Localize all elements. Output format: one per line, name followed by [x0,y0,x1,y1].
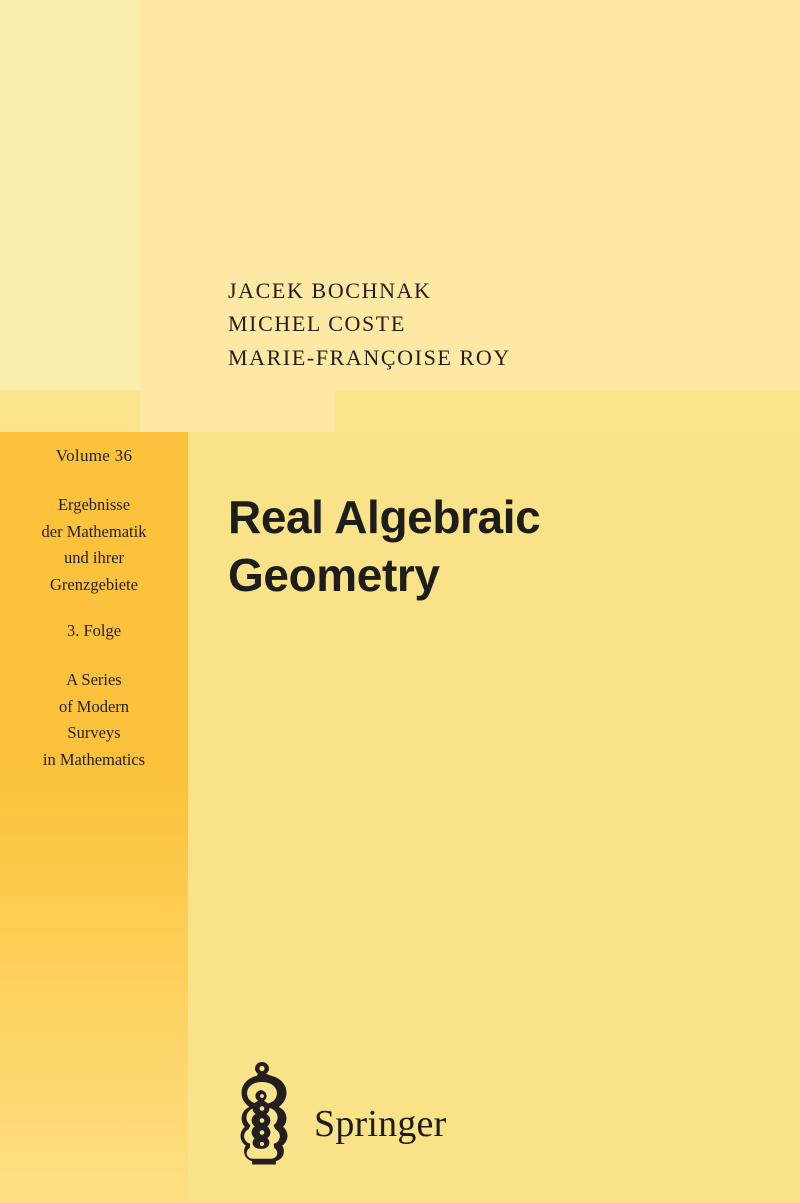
title-line-2: Geometry [228,549,440,602]
sidebar-band-gradient [0,770,188,1203]
springer-knight-icon [222,1060,302,1165]
author-name-2: MICHEL COSTE [228,311,406,337]
series-sidebar [0,432,188,774]
author-list [228,274,748,374]
series-folge: 3. Folge [66,620,122,640]
title-line-1: Real Algebraic [228,491,541,543]
publisher-name: Springer [314,1103,447,1145]
volume-number: Volume 36 [55,446,133,465]
background-block-top-left [0,0,140,390]
series-title: Ergebnisse der Mathematik und ihrer Grenzgebiete [41,495,147,595]
background-block-notch [140,390,335,432]
series-subtitle: A Series of Modern Surveys in Mathematics [42,669,146,770]
page-title [228,488,768,605]
author-name-3: MARIE-FRANÇOISE ROY [228,344,511,370]
publisher-block [222,1060,622,1170]
author-name-1: JACEK BOCHNAK [228,278,432,303]
